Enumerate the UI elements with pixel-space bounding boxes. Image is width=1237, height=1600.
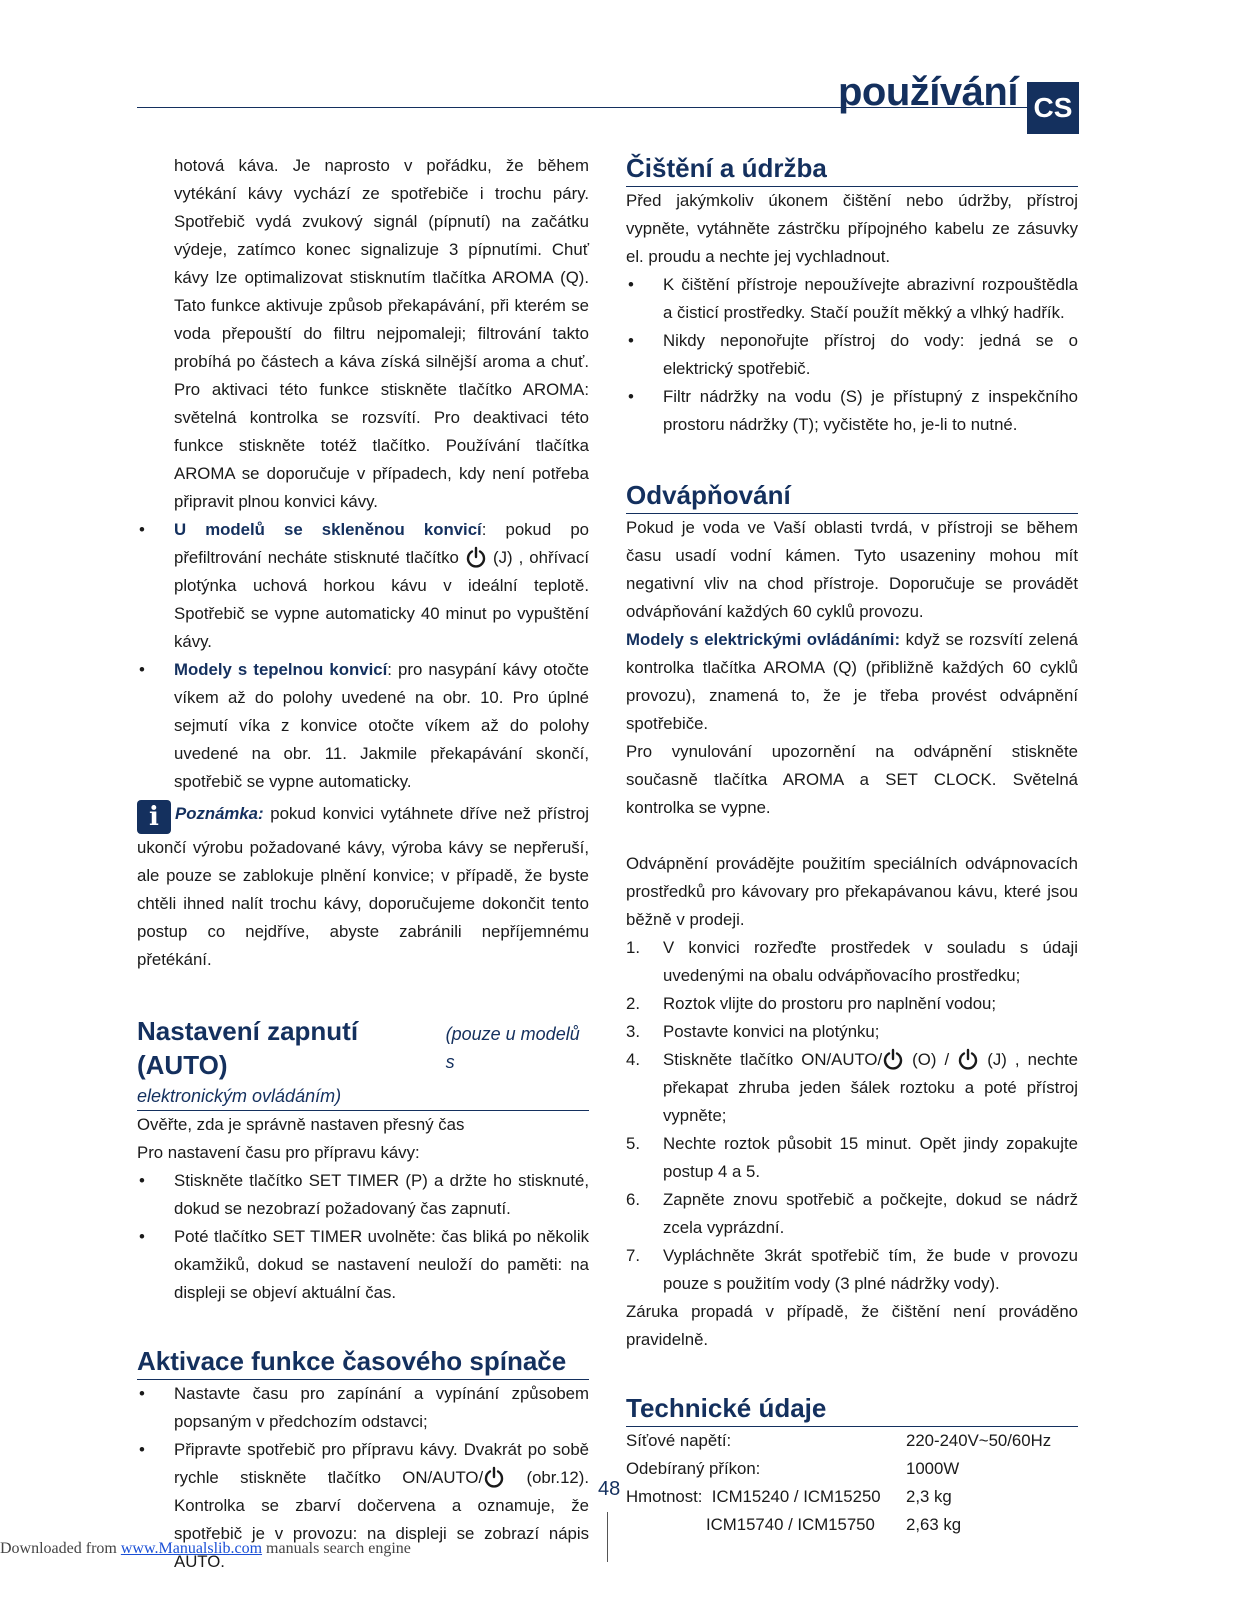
right-column: [626, 150, 1078, 1539]
cleaning-intro: Před jakýmkoliv úkonem čištění nebo údržby, přístroj vypněte, vytáhněte zástrčku přípojného kabelu ze zásuvky el. proudu a nechte jej vychladnout.: [626, 191, 1078, 266]
auto-line-1: Ověřte, zda je správně nastaven přesný čas: [137, 1115, 465, 1134]
note-paragraph: i Poznámka: pokud konvici vytáhnete dříve než přístroj ukončí výrobu požadované kávy, výroba kávy se nepřeruší, ale pouze se zablokuje plnění konvice; v případě, že byste chtěli ihned nalít trochu kávy, doporučujeme dokončit tento postup co nejdříve, abyste zabránili nepříjemnému přetékání.: [137, 802, 589, 969]
step-item: 6. Zapněte znovu spotřebič a počkejte, dokud se nádrž zcela vyprázdní.: [626, 1190, 1078, 1237]
auto-heading: Nastavení zapnutí (AUTO) (pouze u modelů s: [137, 1016, 580, 1080]
tech-heading: Technické údaje: [626, 1390, 1078, 1427]
auto-line-2: Pro nastavení času pro přípravu kávy:: [137, 1143, 420, 1162]
timer-bullet-1: • Nastavte času pro zapínání a vypínání způsobem popsaným v předchozím odstavci;: [137, 1380, 589, 1436]
descaling-p3: Pro vynulování upozornění na odvápnění stiskněte současně tlačítka AROMA a SET CLOCK. Světelná kontrolka se vypne.: [626, 742, 1078, 817]
timer-bullet-2: • Připravte spotřebič pro přípravu kávy. Dvakrát po sobě rychle stiskněte tlačítko ON/AUTO/ (obr.12). Kontrolka se zbarví dočervena a oznamuje, že spotřebič je v provozu: na displeji se zobrazí nápis AUTO.: [137, 1436, 589, 1576]
language-badge: CS: [1027, 82, 1079, 134]
auto-bullet-2: • Poté tlačítko SET TIMER uvolněte: čas bliká po několik okamžiků, dokud se nastavení neuloží do paměti: na displeji se objeví aktuální čas.: [137, 1223, 589, 1307]
step-item: 1. V konvici rozřeďte prostředek v souladu s údaji uvedenými na obalu odvápňovacího prostředku;: [626, 938, 1078, 985]
bullet-thermal-carafe: • Modely s tepelnou konvicí: pro nasypání kávy otočte víkem až do polohy uvedené na obr. 10. Pro úplné sejmutí víka z konvice otočte víkem až do polohy uvedené na obr. 11. Jakmile překapávání skončí, spotřebič se vypne automaticky.: [137, 656, 589, 796]
step-item: 7. Vypláchněte 3krát spotřebič tím, že bude v provozu pouze s použitím vody (3 plné nádržky vody).: [626, 1246, 1078, 1293]
warranty-note: Záruka propadá v případě, že čištění není prováděno pravidelně.: [626, 1302, 1078, 1349]
page-number: 48: [598, 1478, 621, 1500]
power-icon: [483, 1466, 505, 1488]
descaling-p4: Odvápnění provádějte použitím speciálních odvápnovacích prostředků pro kávovary pro překapávanou kávu, které jsou běžně v prodeji.: [626, 854, 1078, 929]
auto-bullet-1: • Stiskněte tlačítko SET TIMER (P) a držte ho stisknuté, dokud se nezobrazí požadovaný čas zapnutí.: [137, 1167, 589, 1223]
cleaning-bullet-1: • K čištění přístroje nepoužívejte abrazivní rozpouštědla a čisticí prostředky. Stačí použít měkký a vlhký hadřík.: [626, 271, 1078, 327]
cleaning-bullet-3: • Filtr nádržky na vodu (S) je přístupný z inspekčního prostoru nádržky (T); vyčistěte ho, je-li to nutné.: [626, 383, 1078, 439]
intro-paragraph: hotová káva. Je naprosto v pořádku, že během vytékání kávy vychází ze spotřebiče i trochu páry. Spotřebič vydá zvukový signál (pípnutí) na začátku výdeje, zatímco konec signalizuje 3 pípnutími. Chuť kávy lze optimalizovat stisknutím tlačítka AROMA (Q). Tato funkce aktivuje způsob překapávání, při kterém se voda přepouští do filtru nejpomaleji; filtrování takto probíhá po částech a káva získá silnější aroma a chuť. Pro aktivaci této funkce stiskněte tlačítko AROMA: světelná kontrolka se rozsvítí. Pro deaktivaci této funkce stiskněte totéž tlačítko. Používání tlačítka AROMA se doporučuje v případech, kdy není potřeba připravit plnou konvici kávy.: [174, 156, 589, 511]
descaling-p1: Pokud je voda ve Vaší oblasti tvrdá, v přístroji se během času usadí vodní kámen. Tyto usazeniny mohou mít negativní vliv na chod přístroje. Doporučuje se provádět odvápňování každých 60 cyklů provozu.: [626, 518, 1078, 621]
power-icon: [957, 1048, 979, 1070]
download-footer: Downloaded from www.Manualslib.com manuals search engine: [0, 1540, 411, 1557]
tech-row: Odebíraný příkon: 1000W: [626, 1459, 960, 1478]
power-icon: [465, 546, 487, 568]
descaling-heading: Odvápňování: [626, 477, 1078, 514]
manualslib-link[interactable]: www.Manualslib.com: [120, 1540, 263, 1557]
section-title: používání: [838, 70, 1018, 114]
tech-row: Síťové napětí: 220-240V~50/60Hz: [626, 1431, 1052, 1450]
page-divider: [607, 1512, 608, 1562]
tech-row: Hmotnost: ICM15240 / ICM15250 2,3 kg: [626, 1487, 952, 1506]
power-icon: [882, 1048, 904, 1070]
tech-row: ICM15740 / ICM15750 2,63 kg: [706, 1515, 962, 1534]
note-label: Poznámka:: [175, 804, 264, 823]
auto-heading-sub: elektronickým ovládáním): [137, 1082, 589, 1111]
step-item: 5. Nechte roztok působit 15 minut. Opět jindy zopakujte postup 4 a 5.: [626, 1134, 1078, 1181]
cleaning-heading: Čištění a údržba: [626, 150, 1078, 187]
step-item: 2. Roztok vlijte do prostoru pro naplnění vodou;: [626, 994, 997, 1013]
left-column: [137, 152, 589, 1576]
bullet-glass-carafe: • U modelů se skleněnou konvicí: pokud po přefiltrování necháte stisknuté tlačítko (J) , ohřívací plotýnka uchová horkou kávu v ideální teplotě. Spotřebič se vypne automaticky 40 minut po vypuštění kávy.: [137, 516, 589, 656]
info-icon: i: [137, 800, 171, 834]
cleaning-bullet-2: • Nikdy neponořujte přístroj do vody: jedná se o elektrický spotřebič.: [626, 327, 1078, 383]
step-item: 3. Postavte konvici na plotýnku;: [626, 1022, 880, 1041]
descaling-p2: Modely s elektrickými ovládáními: když se rozsvítí zelená kontrolka tlačítka AROMA (Q) (přibližně každých 60 cyklů provozu), znamená to, že je třeba provést odvápnění spotřebiče.: [626, 630, 1078, 733]
timer-heading: Aktivace funkce časového spínače: [137, 1343, 589, 1380]
step-item: 4. Stiskněte tlačítko ON/AUTO/ (O) / (J) , nechte překapat zhruba jeden šálek roztoku a poté přístroj vypněte;: [626, 1050, 1078, 1125]
